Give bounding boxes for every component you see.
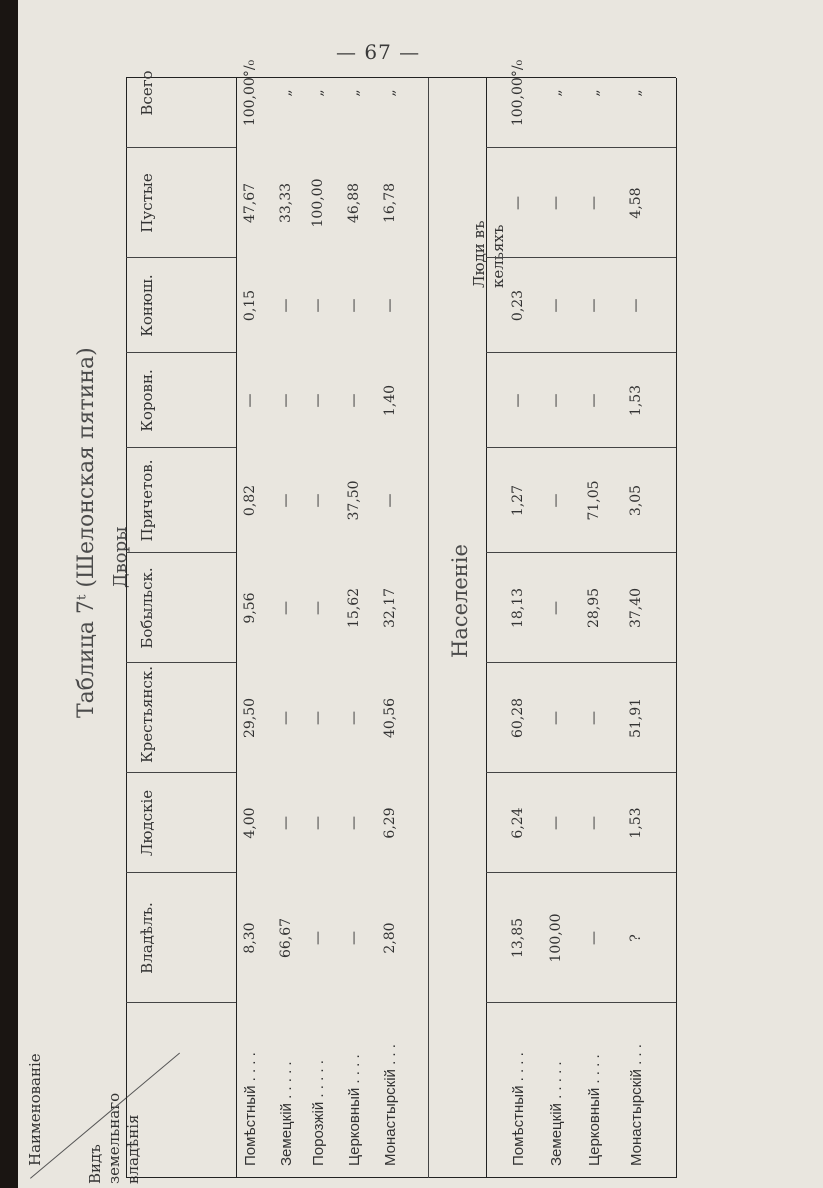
dvory-row-label-2: Порозжій . . . . . (310, 1060, 327, 1166)
naselenie-row-label-2: Церковный . . . . (586, 1054, 603, 1166)
corner-header-top: Наименованіе (26, 1053, 44, 1166)
column-header-7: Пустые (138, 173, 156, 233)
column-divider-body-5 (486, 447, 676, 448)
naselenie-cell-1-0: 100,00 (548, 913, 564, 963)
column-divider-body-2 (486, 772, 676, 773)
dvory-cell-4-7: 16,78 (382, 182, 398, 224)
dvory-cell-2-2: — (310, 711, 326, 725)
dvory-cell-3-2: — (346, 711, 362, 725)
column-divider-body-1 (486, 872, 676, 873)
table-title: Таблица 7ᵗ (Шелонская пятина) (74, 347, 99, 718)
dvory-cell-1-8: „ (278, 89, 294, 97)
dvory-cell-1-3: — (278, 601, 294, 615)
dvory-cell-0-3: 9,56 (242, 592, 258, 624)
column-divider-head-2 (126, 772, 236, 773)
column-header-4: Причетов. (138, 459, 156, 542)
naselenie-cell-2-6: — (586, 298, 602, 313)
column-header-8: Всего (138, 70, 156, 116)
dvory-cell-2-1: — (310, 816, 326, 830)
naselenie-cell-1-2: — (548, 711, 564, 725)
column-header-0: Владѣлъ. (138, 902, 156, 974)
naselenie-cell-2-1: — (586, 816, 602, 830)
column-divider-head-6 (126, 352, 236, 353)
dvory-cell-0-6: 0,15 (242, 289, 258, 322)
naselenie-cell-3-1: 1,53 (628, 807, 644, 839)
naselenie-cell-1-3: — (548, 601, 564, 615)
table-bottom-line (676, 78, 677, 1178)
column-divider-head-5 (126, 447, 236, 448)
dvory-cell-1-1: — (278, 816, 294, 830)
dvory-cell-1-5: — (278, 393, 294, 408)
dvory-cell-3-8: „ (346, 89, 362, 97)
column-divider-head-0 (126, 1002, 236, 1003)
naselenie-cell-1-1: — (548, 816, 564, 830)
dvory-cell-3-3: 15,62 (346, 587, 362, 629)
dvory-cell-0-5: — (242, 393, 258, 408)
page-number: — 67 — (336, 40, 421, 64)
naselenie-cell-3-8: „ (628, 89, 644, 97)
naselenie-cell-0-6: 0,23 (510, 289, 526, 322)
dvory-cell-4-2: 40,56 (382, 697, 398, 739)
dvory-cell-0-0: 8,30 (242, 922, 258, 954)
naselenie-cell-0-5: — (510, 393, 526, 408)
dvory-cell-3-6: — (346, 298, 362, 313)
dvory-cell-2-7: 100,00 (310, 178, 326, 228)
dvory-cell-2-5: — (310, 393, 326, 408)
column-divider-body-0 (486, 1002, 676, 1003)
column-divider-body-6 (486, 352, 676, 353)
column-divider-head-1 (126, 872, 236, 873)
table-content (18, 0, 823, 1188)
naselenie-top-line (486, 78, 487, 1178)
section-naselenie: Населеніе (448, 544, 472, 658)
dvory-row-label-4: Монастырскій . . . (382, 1044, 399, 1166)
column-header-3: Бобыльск. (138, 567, 156, 649)
naselenie-cell-3-2: 51,91 (628, 697, 644, 739)
naselenie-cell-3-7: 4,58 (628, 187, 644, 219)
dvory-cell-0-8: 100,00°/₀ (242, 59, 258, 127)
naselenie-cell-0-2: 60,28 (510, 697, 526, 739)
dvory-cell-2-8: „ (310, 89, 326, 97)
column-divider-head-8 (126, 147, 236, 148)
naselenie-cell-0-7: — (510, 196, 526, 210)
dvory-cell-1-7: 33,33 (278, 182, 294, 224)
column-header-5: Коровн. (138, 369, 156, 432)
column-header-2: Крестьянск. (138, 666, 156, 763)
dvory-cell-4-0: 2,80 (382, 922, 398, 954)
dvory-cell-0-1: 4,00 (242, 807, 258, 839)
naselenie-cell-0-4: 1,27 (510, 484, 526, 517)
dvory-cell-3-1: — (346, 816, 362, 830)
dvory-cell-3-7: 46,88 (346, 182, 362, 224)
dvory-cell-1-6: — (278, 298, 294, 313)
column-divider-head-3 (126, 662, 236, 663)
naselenie-cell-3-6: — (628, 298, 644, 313)
dvory-cell-4-8: „ (382, 89, 398, 97)
people-in-cells-label: Люди въ кельяхъ (470, 220, 507, 288)
dvory-cell-0-2: 29,50 (242, 697, 258, 739)
naselenie-cell-0-0: 13,85 (510, 917, 526, 959)
naselenie-cell-2-7: — (586, 196, 602, 210)
naselenie-cell-0-8: 100,00°/₀ (510, 59, 526, 127)
naselenie-cell-2-5: — (586, 393, 602, 408)
dvory-cell-3-0: — (346, 931, 362, 945)
header-bottom-line (236, 78, 237, 1178)
dvory-cell-2-3: — (310, 601, 326, 615)
naselenie-cell-1-4: — (548, 493, 564, 508)
table-left-border (126, 1177, 676, 1178)
dvory-bottom-line (428, 78, 429, 1178)
column-divider-head-7 (126, 257, 236, 258)
naselenie-cell-0-1: 6,24 (510, 807, 526, 839)
column-header-6: Конюш. (138, 274, 156, 337)
naselenie-cell-2-8: „ (586, 89, 602, 97)
naselenie-cell-3-4: 3,05 (628, 484, 644, 517)
header-top-line (126, 78, 127, 1178)
column-divider-body-3 (486, 662, 676, 663)
naselenie-cell-0-3: 18,13 (510, 587, 526, 629)
corner-header-bottom: Видъ земельнаго владѣнія (86, 1092, 142, 1184)
dvory-cell-2-0: — (310, 931, 326, 945)
table-right-border (126, 77, 676, 78)
naselenie-cell-1-5: — (548, 393, 564, 408)
dvory-cell-4-1: 6,29 (382, 807, 398, 839)
naselenie-cell-2-0: — (586, 931, 602, 945)
document-page (18, 0, 823, 1188)
dvory-cell-1-4: — (278, 493, 294, 508)
naselenie-cell-2-2: — (586, 711, 602, 725)
dvory-row-label-0: Помѣстный . . . . (242, 1052, 259, 1166)
naselenie-cell-3-0: ? (628, 934, 644, 942)
naselenie-row-label-3: Монастырскій . . . (628, 1044, 645, 1166)
naselenie-cell-1-8: „ (548, 89, 564, 97)
dvory-cell-1-0: 66,67 (278, 917, 294, 959)
dvory-cell-1-2: — (278, 711, 294, 725)
naselenie-cell-1-6: — (548, 298, 564, 313)
dvory-cell-0-7: 47,67 (242, 182, 258, 224)
naselenie-cell-3-5: 1,53 (628, 384, 644, 417)
section-dvory: Дворы (110, 526, 131, 588)
naselenie-cell-2-3: 28,95 (586, 587, 602, 629)
dvory-cell-4-3: 32,17 (382, 587, 398, 629)
dvory-cell-4-6: — (382, 298, 398, 313)
dvory-cell-2-4: — (310, 493, 326, 508)
column-divider-head-4 (126, 552, 236, 553)
column-divider-body-8 (486, 147, 676, 148)
naselenie-cell-1-7: — (548, 196, 564, 210)
naselenie-cell-2-4: 71,05 (586, 480, 602, 521)
dvory-cell-2-6: — (310, 298, 326, 313)
dvory-cell-4-5: 1,40 (382, 384, 398, 417)
dvory-cell-3-5: — (346, 393, 362, 408)
dvory-row-label-1: Земецкій . . . . . (278, 1061, 295, 1166)
dvory-cell-0-4: 0,82 (242, 484, 258, 517)
column-divider-body-7 (486, 257, 676, 258)
naselenie-cell-3-3: 37,40 (628, 587, 644, 629)
dvory-row-label-3: Церковный . . . . (346, 1054, 363, 1166)
rotated-table-area (18, 0, 823, 1188)
naselenie-row-label-0: Помѣстный . . . . (510, 1052, 527, 1166)
dvory-cell-3-4: 37,50 (346, 480, 362, 521)
dvory-cell-4-4: — (382, 493, 398, 508)
column-header-1: Людскіе (138, 789, 156, 857)
naselenie-row-label-1: Земецкій . . . . . (548, 1061, 565, 1166)
column-divider-body-4 (486, 552, 676, 553)
